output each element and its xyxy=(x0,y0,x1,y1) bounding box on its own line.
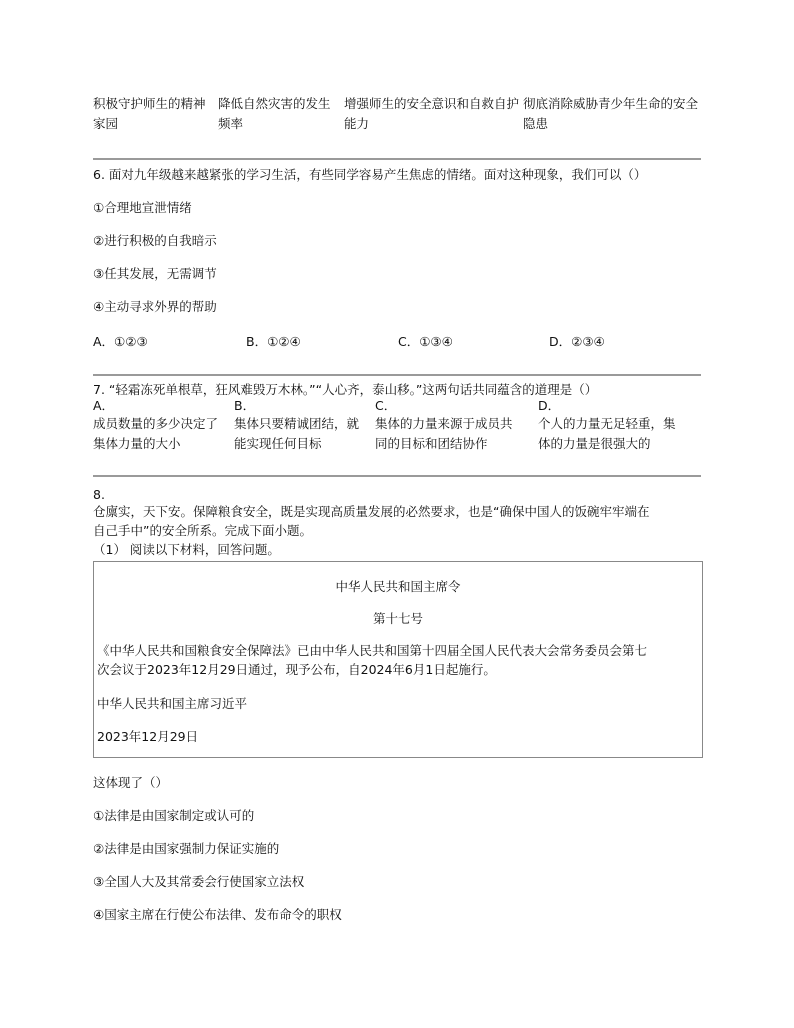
prev-option-a-text: 积极守护师生的精神家园 xyxy=(93,96,206,131)
q8-intro-line-1: 仓廪实，天下安。保障粮食安全，既是实现高质量发展的必然要求，也是“确保中国人的饭碗牢牢端在 xyxy=(93,504,650,519)
q8-question: 这体现了（） xyxy=(93,775,169,790)
prev-option-b[interactable] xyxy=(218,94,336,134)
q6-choice-b[interactable]: B．①②④ xyxy=(246,334,301,349)
q7-choice-a[interactable] xyxy=(93,398,233,454)
q7-choice-b[interactable] xyxy=(234,398,374,454)
divider xyxy=(93,475,701,477)
q7-choice-d-letter: D． xyxy=(538,398,561,413)
q8-item-1: ①法律是由国家制定或认可的 xyxy=(93,808,255,823)
q7-choice-c-line1: 集体的力量来源于成员共 xyxy=(375,416,513,431)
q6-item-1: ①合理地宣泄情绪 xyxy=(93,200,192,215)
q8-number: 8. xyxy=(93,487,105,502)
q7-choice-a-line2: 集体力量的大小 xyxy=(93,436,181,451)
q8-item-4: ④国家主席在行使公布法律、发布命令的职权 xyxy=(93,907,342,922)
material-box xyxy=(93,561,703,758)
divider xyxy=(93,158,701,160)
q6-choice-a[interactable]: A．①②③ xyxy=(93,334,148,349)
q8-intro-line-2: 自己手中”的安全所系。完成下面小题。 xyxy=(93,523,312,538)
material-body-line-2: 次会议于2023年12月29日通过，现予公布，自2024年6月1日起施行。 xyxy=(97,662,496,677)
q8-item-2: ②法律是由国家强制力保证实施的 xyxy=(93,841,280,856)
q7-choice-a-line1: 成员数量的多少决定了 xyxy=(93,416,219,431)
prev-option-b-text: 降低自然灾害的发生频率 xyxy=(218,96,331,131)
q7-choice-d-line1: 个人的力量无足轻重，集 xyxy=(538,416,676,431)
q6-item-4: ④主动寻求外界的帮助 xyxy=(93,299,217,314)
material-number: 第十七号 xyxy=(372,611,423,626)
q6-item-3: ③任其发展，无需调节 xyxy=(93,266,217,281)
q6-choice-d[interactable]: D．②③④ xyxy=(549,334,605,349)
q7-choice-b-line2: 能实现任何目标 xyxy=(234,436,322,451)
material-title: 中华人民共和国主席令 xyxy=(335,579,461,594)
q7-choice-c[interactable] xyxy=(375,398,535,454)
q7-choice-d-line2: 体的力量是很强大的 xyxy=(538,436,651,451)
q7-choice-b-letter: B． xyxy=(234,398,256,413)
prev-option-d-text: 彻底消除威胁青少年生命的安全隐患 xyxy=(523,96,699,131)
material-date: 2023年12月29日 xyxy=(97,729,199,744)
prev-option-a[interactable] xyxy=(93,94,211,134)
q7-stem: 7. “轻霜冻死单根草，狂风难毁万木林。”“人心齐，泰山移。”这两句话共同蕴含的道理是（） xyxy=(93,382,598,397)
q7-choice-c-line2: 同的目标和团结协作 xyxy=(375,436,488,451)
q6-item-2: ②进行积极的自我暗示 xyxy=(93,233,217,248)
divider xyxy=(93,374,701,376)
material-signature: 中华人民共和国主席习近平 xyxy=(97,696,248,711)
q7-choice-a-letter: A． xyxy=(93,398,115,413)
q7-choice-c-letter: C． xyxy=(375,398,397,413)
q7-choice-b-line1: 集体只要精诚团结，就 xyxy=(234,416,360,431)
q6-stem: 6. 面对九年级越来越紧张的学习生活，有些同学容易产生焦虑的情绪。面对这种现象，我们可以（） xyxy=(93,167,647,182)
prev-option-d[interactable] xyxy=(523,94,701,134)
prev-option-c[interactable] xyxy=(344,94,522,134)
q7-choice-d[interactable] xyxy=(538,398,702,454)
q6-choice-c[interactable]: C．①③④ xyxy=(398,334,453,349)
q8-sub-label: （1） 阅读以下材料，回答问题。 xyxy=(93,542,280,557)
prev-option-c-text: 增强师生的安全意识和自救自护能力 xyxy=(344,96,520,131)
material-body-line-1: 《中华人民共和国粮食安全保障法》已由中华人民共和国第十四届全国人民代表大会常务委员会第七 xyxy=(97,643,648,658)
q8-item-3: ③全国人大及其常委会行使国家立法权 xyxy=(93,874,305,889)
